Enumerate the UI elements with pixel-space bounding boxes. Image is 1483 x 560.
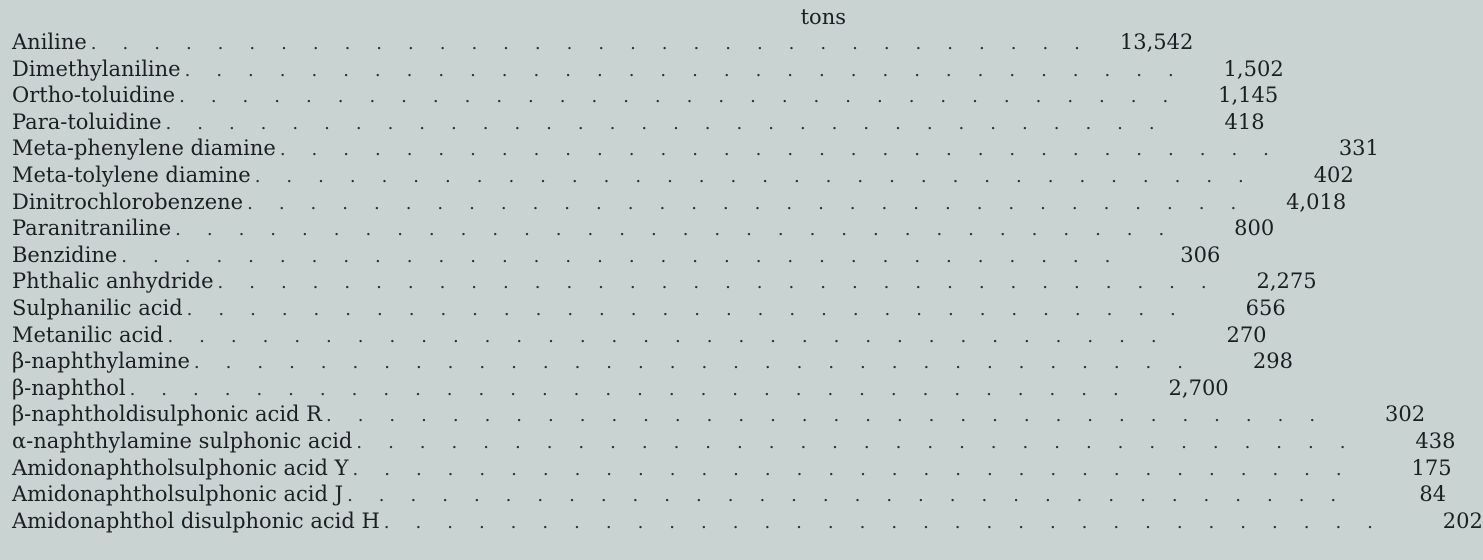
tonnage-value: 175	[1411, 455, 1452, 480]
dot-leader: ................................	[217, 272, 1233, 294]
tonnage-value: 418	[1224, 109, 1265, 134]
dot-leader: ................................	[184, 59, 1200, 81]
chemical-name: Meta-tolylene diamine	[12, 162, 251, 187]
chemical-name: Meta-phenylene diamine	[12, 136, 276, 161]
document-page	[6, 0, 1483, 560]
production-table	[12, 29, 1483, 534]
dot-leader: ................................	[356, 431, 1372, 453]
chemical-name: Amidonaphtholsulphonic acid Y	[12, 455, 349, 480]
chemical-name: Phthalic anhydride	[12, 269, 214, 294]
chemical-name: Sulphanilic acid	[12, 295, 183, 320]
table-row	[12, 295, 1286, 322]
table-row	[12, 268, 1317, 295]
table-row	[12, 375, 1229, 402]
table-row	[12, 401, 1426, 428]
table-row	[12, 508, 1483, 535]
chemical-name: Aniline	[12, 30, 87, 54]
dot-leader: ................................	[279, 139, 1295, 161]
chemical-name: Dinitrochlorobenzene	[12, 189, 244, 214]
table-row	[12, 428, 1456, 455]
dot-leader: ................................	[247, 192, 1263, 214]
dot-leader: ................................	[325, 405, 1342, 427]
tonnage-value: 800	[1234, 216, 1275, 241]
dot-leader: ................................	[193, 352, 1209, 374]
dot-leader: ................................	[167, 325, 1183, 347]
tonnage-value: 84	[1419, 482, 1447, 507]
table-row	[12, 82, 1279, 109]
chemical-name: Paranitraniline	[12, 216, 172, 241]
table-row	[12, 481, 1447, 508]
tonnage-value: 2,275	[1256, 269, 1317, 294]
table-row	[12, 242, 1221, 269]
chemical-name: Benzidine	[12, 242, 118, 267]
dot-leader: ................................	[121, 245, 1137, 267]
dot-leader: ................................	[175, 219, 1191, 241]
unit-column-header: tons	[800, 5, 846, 29]
tonnage-value: 306	[1180, 242, 1221, 267]
dot-leader: ................................	[347, 485, 1363, 507]
tonnage-value: 1,145	[1218, 83, 1279, 108]
chemical-name: α-naphthylamine sulphonic acid	[12, 428, 353, 453]
table-row	[12, 109, 1265, 136]
table-row	[12, 135, 1379, 162]
chemical-name: Metanilic acid	[12, 322, 164, 347]
chemical-name: Para-toluidine	[12, 109, 162, 134]
table-row	[12, 29, 1194, 56]
chemical-name: Amidonaphtholsulphonic acid J	[12, 482, 344, 507]
table-row	[12, 455, 1452, 482]
tonnage-value: 270	[1226, 322, 1267, 347]
dot-leader: ................................	[383, 511, 1399, 533]
tonnage-value: 438	[1415, 428, 1456, 453]
dot-leader: ................................	[90, 33, 1106, 54]
tonnage-value: 656	[1245, 295, 1286, 320]
tonnage-value: 402	[1313, 162, 1354, 187]
table-row	[12, 162, 1354, 189]
table-row	[12, 215, 1275, 242]
dot-leader: ................................	[352, 458, 1368, 480]
dot-leader: ................................	[254, 165, 1270, 187]
tonnage-value: 298	[1252, 349, 1293, 374]
chemical-name: β-naphthol	[12, 375, 126, 400]
tonnage-value: 4,018	[1286, 189, 1347, 214]
tonnage-value: 202	[1442, 508, 1483, 533]
table-row	[12, 189, 1347, 216]
dot-leader: ................................	[186, 298, 1202, 320]
tonnage-value: 302	[1384, 402, 1426, 427]
chemical-name: β-naphthylamine	[12, 349, 190, 374]
table-row	[12, 322, 1267, 349]
dot-leader: ................................	[129, 378, 1145, 400]
tonnage-value: 2,700	[1168, 375, 1229, 400]
tonnage-value: 331	[1338, 136, 1379, 161]
tonnage-value: 13,542	[1119, 30, 1194, 54]
chemical-name: Amidonaphthol disulphonic acid H	[12, 508, 380, 533]
dot-leader: ................................	[179, 86, 1195, 108]
table-row	[12, 348, 1293, 375]
tonnage-value: 1,502	[1223, 56, 1284, 81]
chemical-name: Dimethylaniline	[12, 56, 181, 81]
chemical-name: Ortho-toluidine	[12, 83, 176, 108]
dot-leader: ................................	[165, 112, 1181, 134]
table-row	[12, 56, 1284, 83]
chemical-name: β-naphtholdisulphonic acid R	[12, 402, 322, 427]
